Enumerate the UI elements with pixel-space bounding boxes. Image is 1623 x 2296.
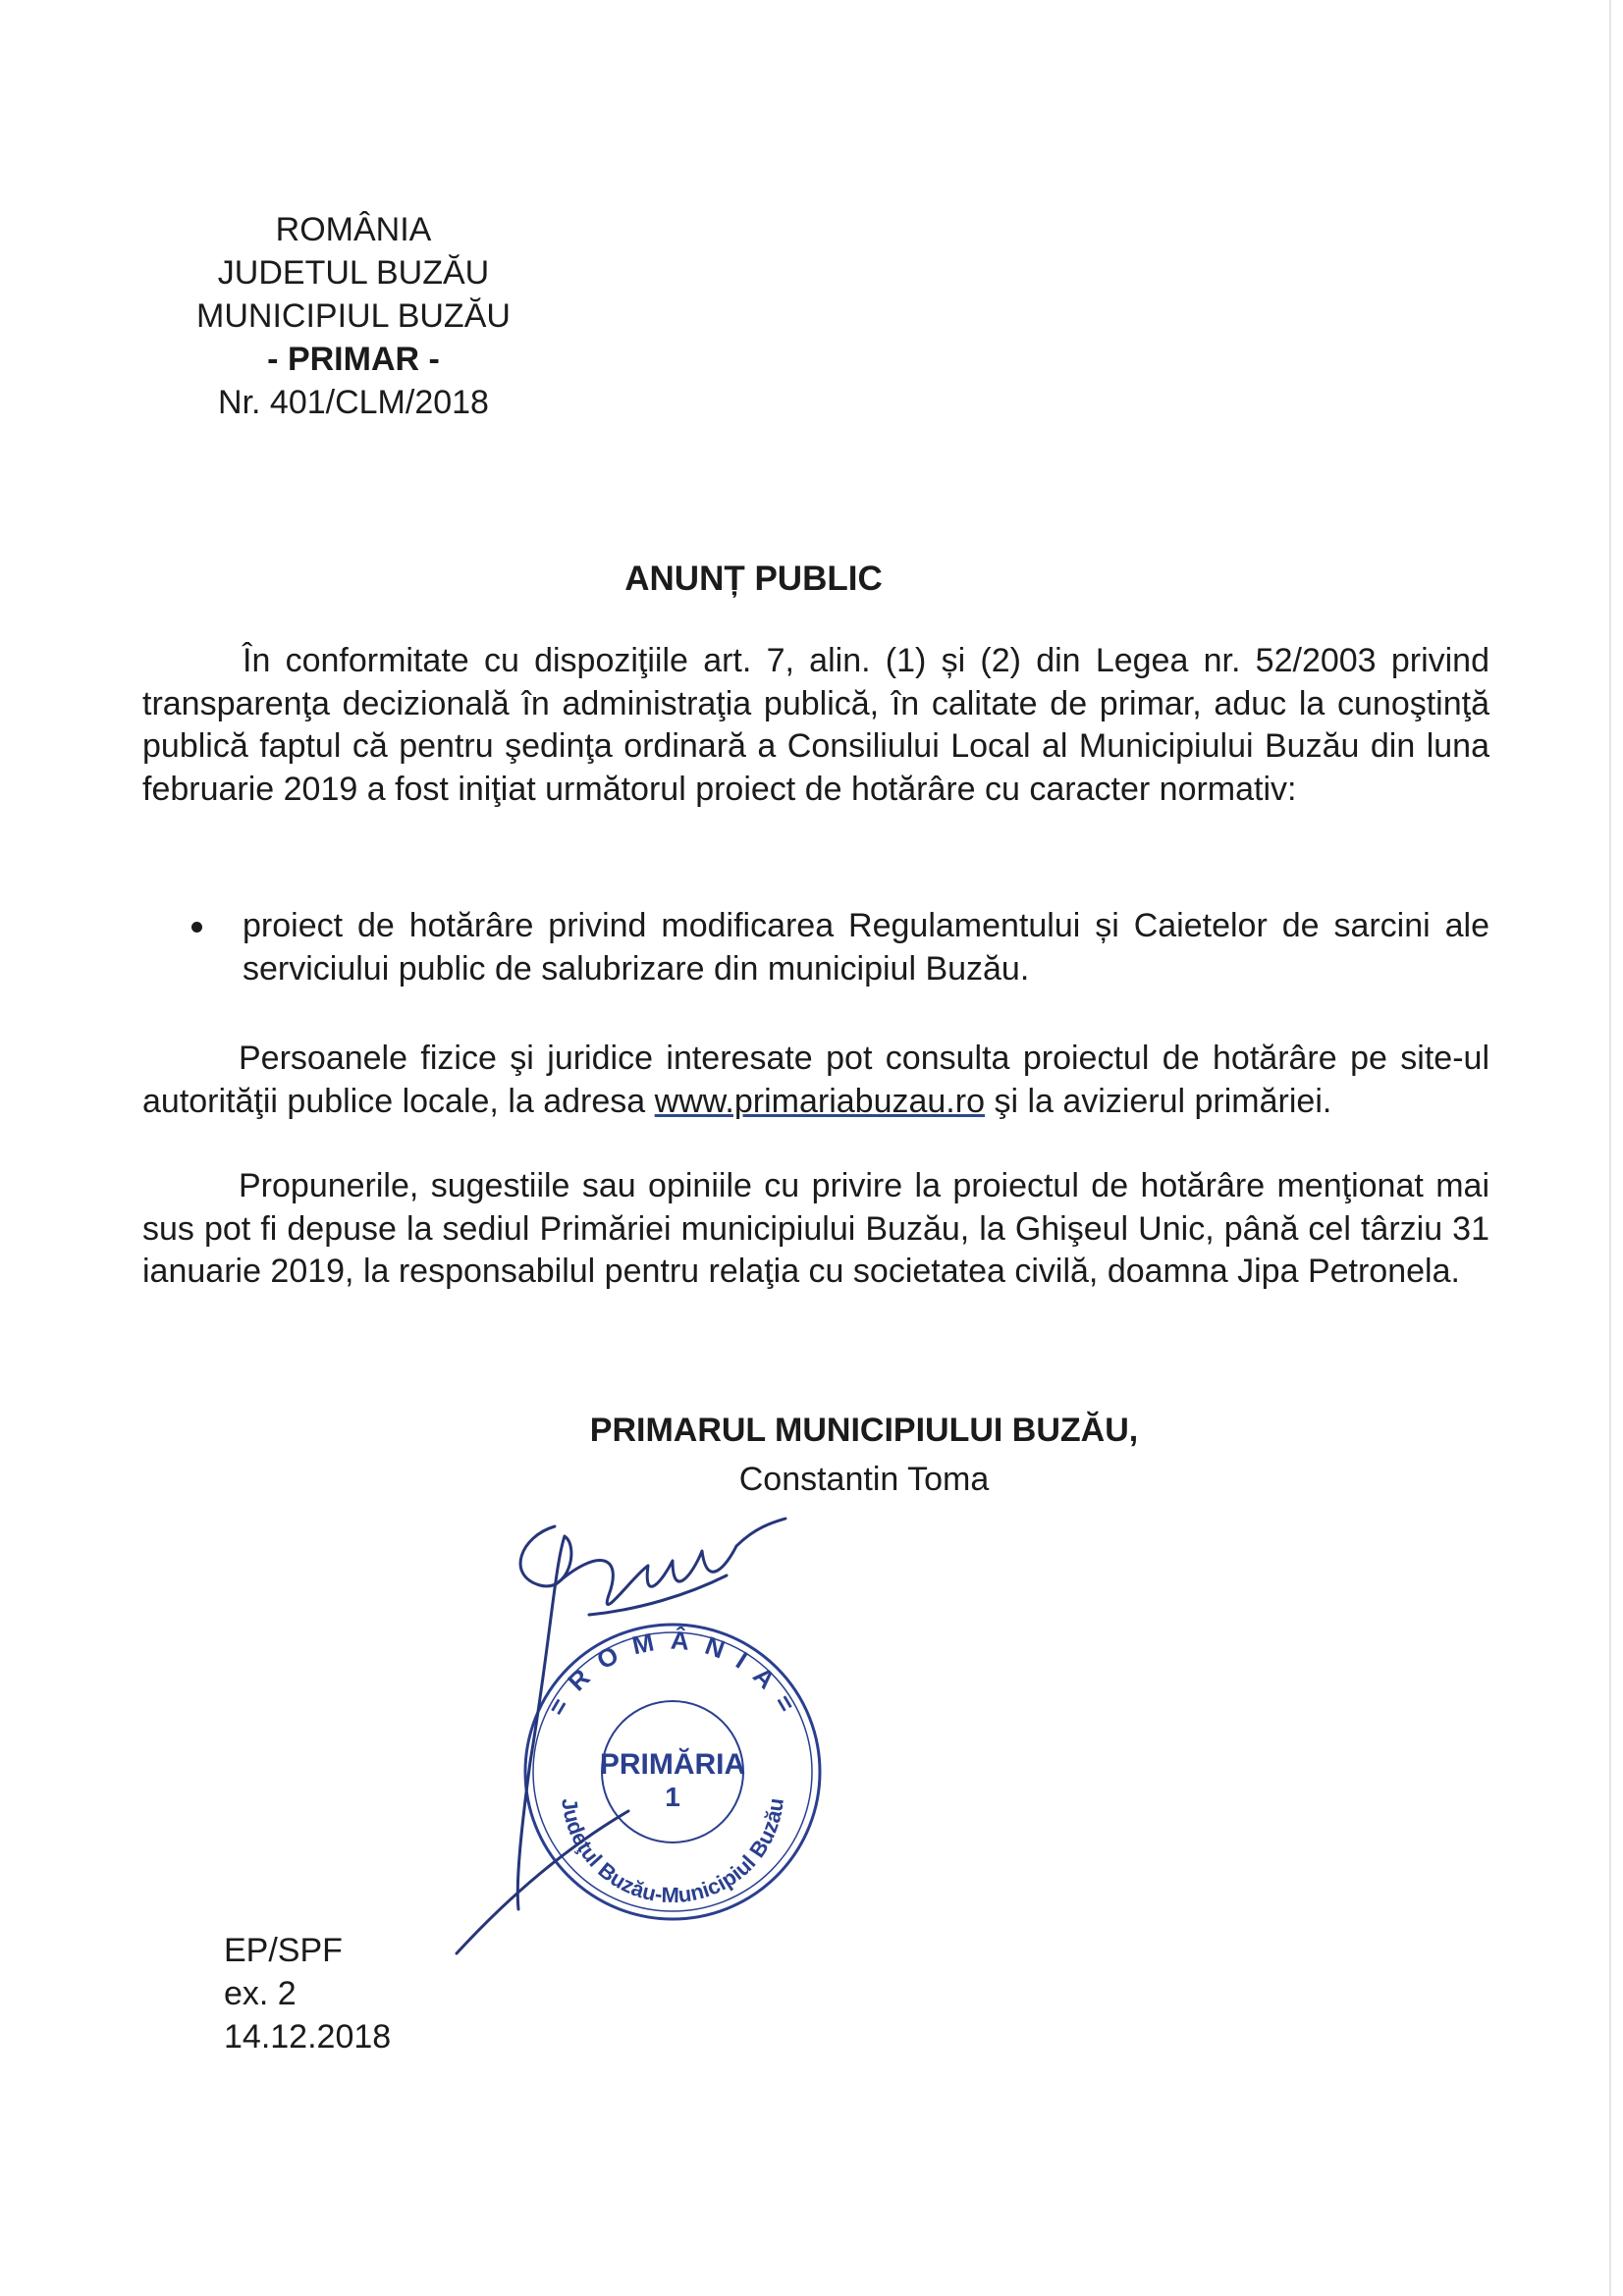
header-number: Nr. 401/CLM/2018 [218,384,489,421]
footer-copies: ex. 2 [224,1975,297,2012]
paragraph-legal-basis: În conformitate cu dispoziţiile art. 7, alin. (1) și (2) din Legea nr. 52/2003 privind transparenţa decizională în administraţia publică, în calitate de primar, aduc la cunoştinţă publică faptul că pentru şedinţa ordinară a Consiliului Local al Municipiului Buzău din luna februarie 2019 a fost iniţiat următorul proiect de hotărâre cu caracter normativ: [142,642,1489,808]
header-country: ROMÂNIA [275,211,432,248]
stamp-bottom-text: Judeţul Buzău-Municipiul Buzău [557,1796,788,1908]
bullet-list [191,905,1489,990]
bullet-item: proiect de hotărâre privind modificarea Regulamentului și Caietelor de sarcini ale serviciului public de salubrizare din municipiul Buzău. [243,907,1489,988]
header-county: JUDETUL BUZĂU [217,254,490,292]
document-header [172,208,535,424]
document-title: ANUNȚ PUBLIC [624,560,883,598]
signature-stroke [452,1806,648,1963]
website-link[interactable]: www.primariabuzau.ro [654,1082,985,1120]
bullet-icon [191,922,202,933]
footer-initials: EP/SPF [224,1932,343,1969]
paragraph-consultation-text-end: şi la avizierul primăriei. [985,1082,1332,1120]
header-role: - PRIMAR - [267,341,440,378]
paragraph-consultation-text: Persoanele fizice şi juridice interesate pot consulta proiectul de hotărâre pe site-ul autorităţii publice locale, la adresa [142,1040,1489,1120]
stamp-number: 1 [665,1782,680,1812]
scan-edge [1609,0,1611,2296]
signature-title: PRIMARUL MUNICIPIULUI BUZĂU, [589,1412,1139,1449]
signature-name: Constantin Toma [738,1461,990,1498]
paragraph-proposals: Propunerile, sugestiile sau opiniile cu privire la proiectul de hotărâre menţionat mai sus pot fi depuse la sediul Primăriei municipiului Buzău, la Ghişeul Unic, până cel târziu 31 ianuarie 2019, la responsabilul pentru relaţia cu societatea civilă, doamna Jipa Petronela. [142,1167,1489,1290]
paragraph-consultation [142,1038,1489,1123]
svg-text:= R O M Â N I A = [542,1626,803,1721]
stamp-top-text: = R O M Â N I A = [541,1625,804,1721]
footer-date: 14.12.2018 [224,2018,392,2056]
stamp-center-text: PRIMĂRIA [599,1748,746,1781]
document-footer [224,1929,391,2058]
header-municipality: MUNICIPIUL BUZĂU [196,297,511,335]
